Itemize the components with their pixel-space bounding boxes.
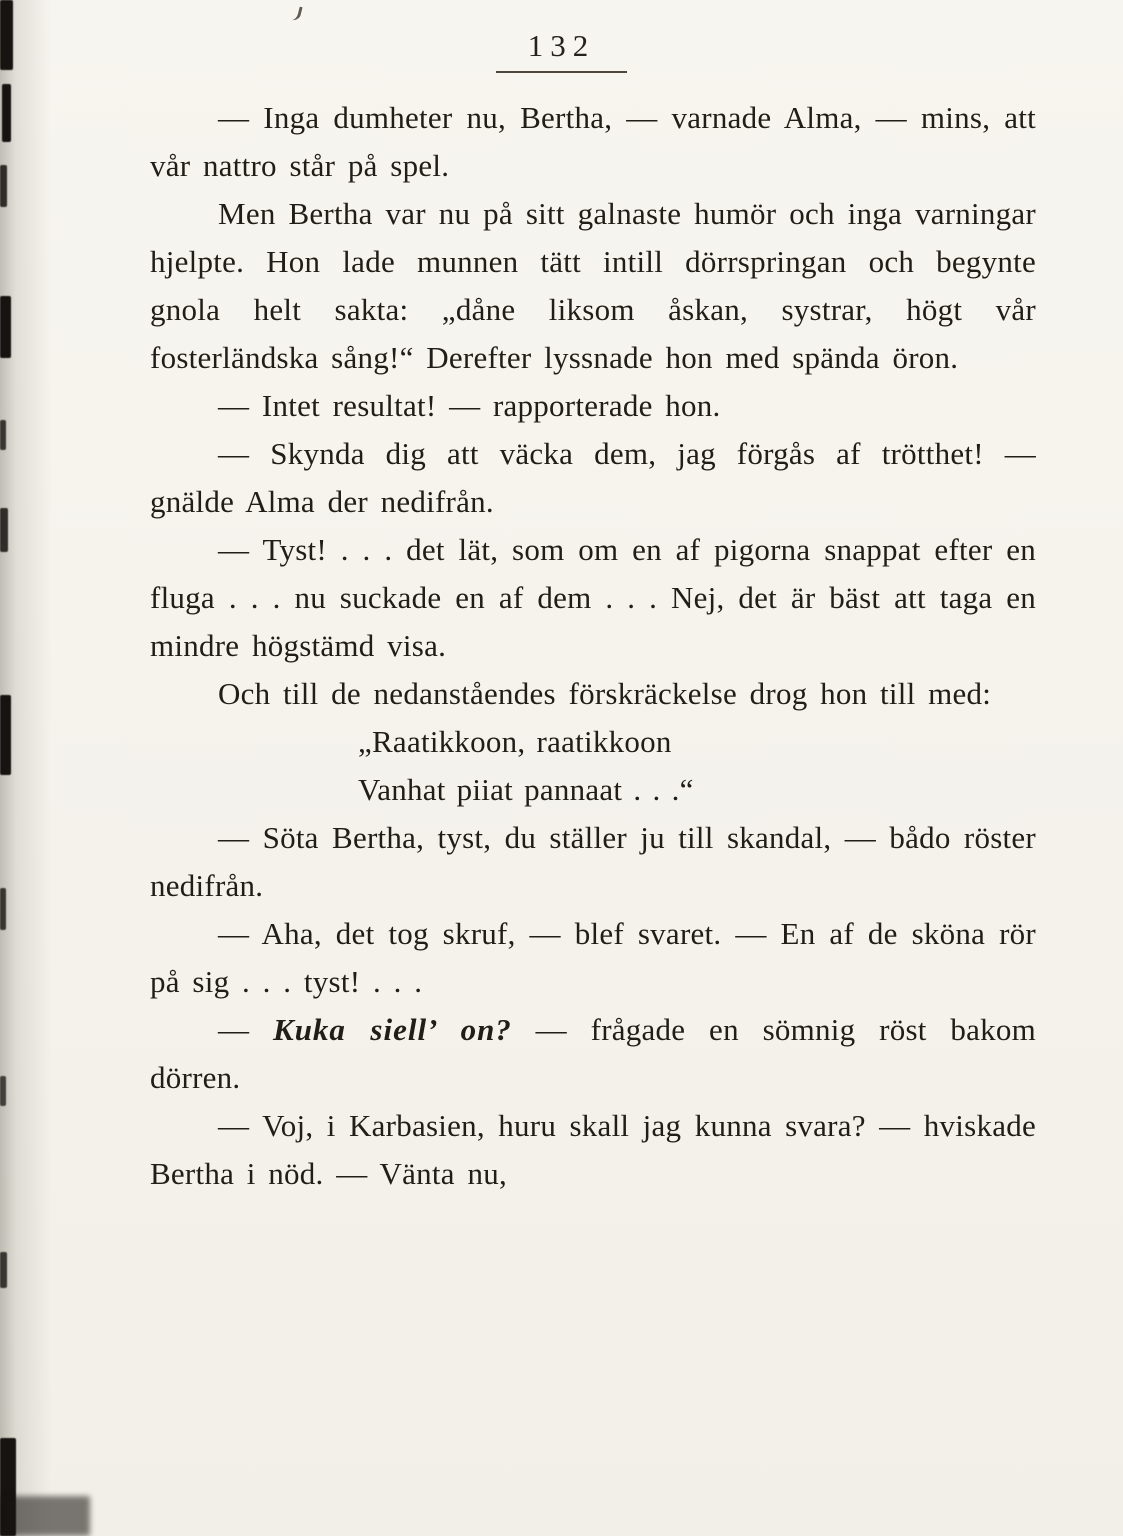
scan-artifact bbox=[0, 1252, 7, 1288]
page-number: 132 bbox=[496, 28, 628, 73]
paragraph: — Aha, det tog skruf, — blef svaret. — En af de sköna rör på sig . . . tyst! . . . bbox=[150, 916, 1036, 999]
scan-artifact bbox=[0, 296, 11, 358]
paragraph: — Intet resultat! — rapporterade hon. bbox=[218, 388, 721, 423]
paragraph-rest: — frågade en sömnig röst bakom dörren. bbox=[150, 1012, 1036, 1095]
scan-artifact bbox=[2, 84, 11, 142]
scan-artifact bbox=[0, 1496, 90, 1536]
scan-artifact bbox=[0, 1076, 6, 1106]
scan-artifact bbox=[0, 695, 11, 775]
italic-phrase: Kuka siell’ on? bbox=[273, 1012, 512, 1047]
paragraph: Och till de nedanståendes förskräckelse drog hon till med: bbox=[218, 676, 992, 711]
scan-artifact bbox=[0, 420, 6, 450]
page-header bbox=[0, 28, 1123, 73]
dash-prefix: — bbox=[218, 1012, 274, 1047]
scan-artifact bbox=[290, 5, 302, 22]
scan-artifact bbox=[0, 165, 7, 207]
verse-line: Vanhat piiat pannaat . . .“ bbox=[358, 772, 694, 807]
scan-artifact bbox=[0, 888, 6, 930]
paragraph: — Tyst! . . . det lät, som om en af pigorna snappat efter en fluga . . . nu suckade en af dem . . . Nej, det är bäst att taga en mindre högstämd visa. bbox=[150, 532, 1036, 663]
paragraph: — Söta Bertha, tyst, du ställer ju till skandal, — bådo röster nedifrån. bbox=[150, 820, 1036, 903]
scan-artifact bbox=[0, 508, 8, 552]
paragraph: — Voj, i Karbasien, huru skall jag kunna svara? — hviskade Bertha i nöd. — Vänta nu, bbox=[150, 1108, 1036, 1191]
paragraph: Men Bertha var nu på sitt galnaste humör och inga varningar hjelpte. Hon lade munnen tätt intill dörrspringan och begynte gnola helt sakta: „dåne liksom åskan, systrar, högt vår fosterländska sång!“ Derefter lyssnade hon med spända öron. bbox=[150, 196, 1036, 375]
paragraph: — Skynda dig att väcka dem, jag förgås af trötthet! — gnälde Alma der nedifrån. bbox=[150, 436, 1036, 519]
verse-line: „Raatikkoon, raatikkoon bbox=[358, 724, 672, 759]
paragraph: — Inga dumheter nu, Bertha, — varnade Alma, — mins, att vår nattro står på spel. bbox=[150, 100, 1036, 183]
paragraph bbox=[150, 1006, 1036, 1102]
page-text bbox=[150, 94, 1036, 1198]
